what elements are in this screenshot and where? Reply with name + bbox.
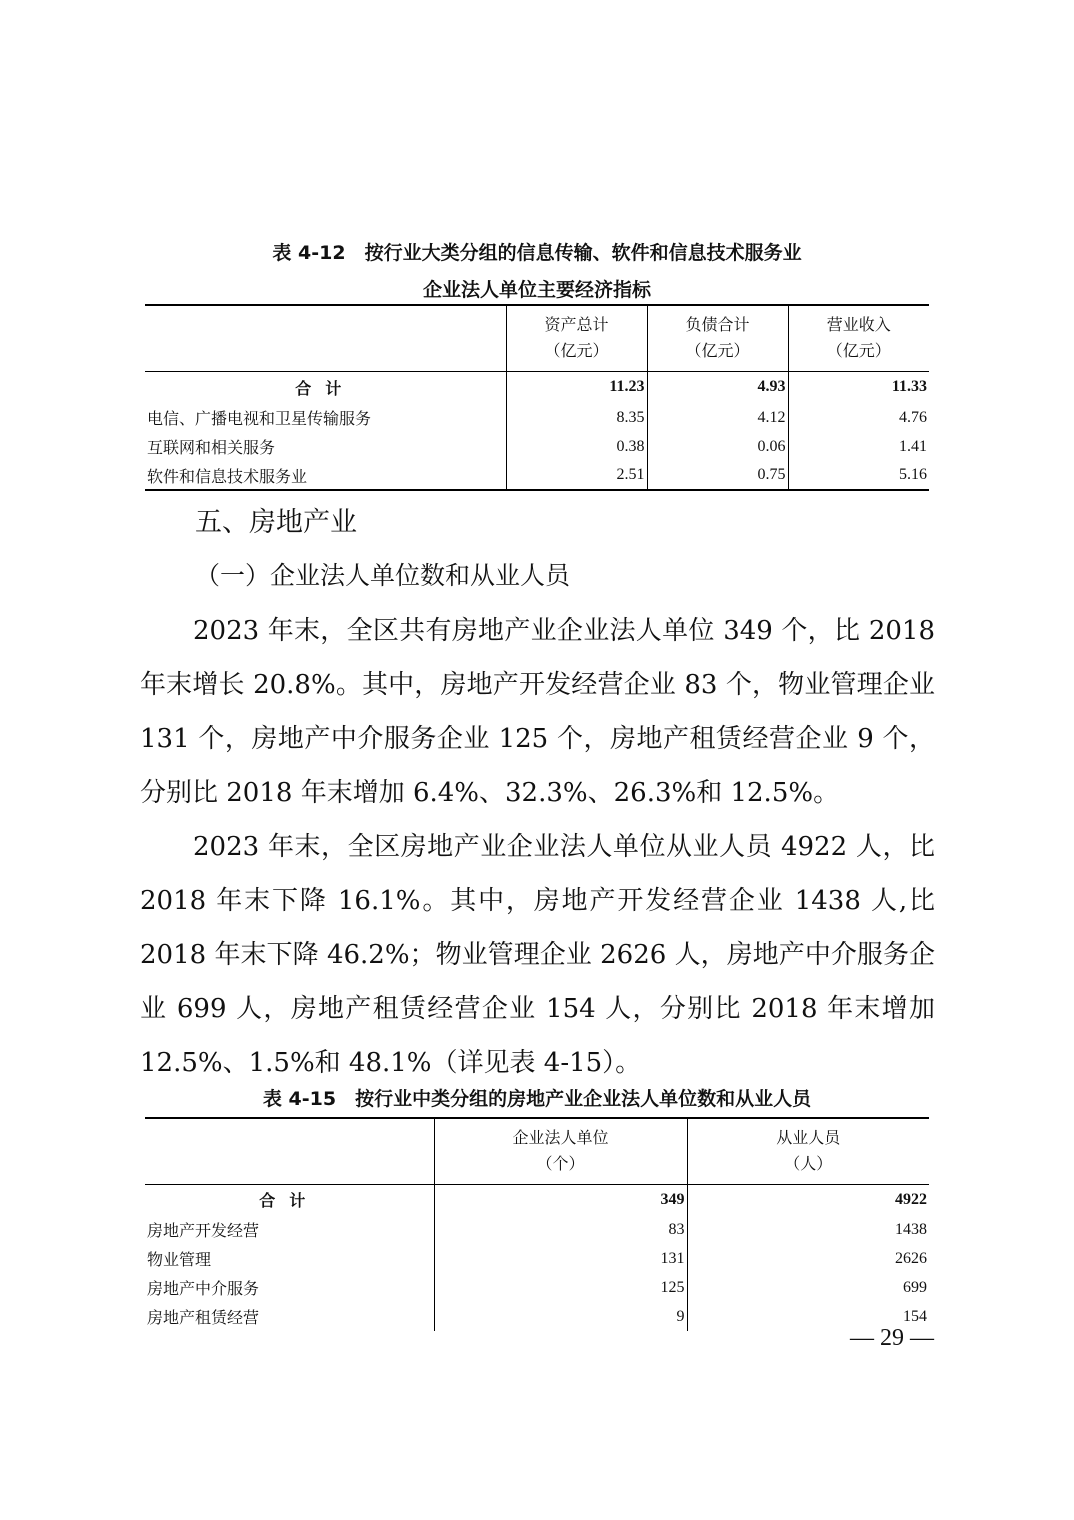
table-row [145, 461, 929, 490]
cell-value: 1438 [895, 1220, 927, 1238]
row-label: 软件和信息技术服务业 [145, 461, 506, 490]
cell-value: 4.76 [899, 408, 927, 426]
cell-value: 2626 [895, 1249, 927, 1267]
header-name: 资产总计 [544, 315, 609, 335]
row-label: 物业管理 [145, 1244, 434, 1273]
cell-value: 9 [434, 1302, 687, 1331]
table2-header-employees [687, 1118, 929, 1184]
table1-header-row [145, 305, 929, 371]
cell-value: 2.51 [506, 461, 647, 490]
table1-title-line2: 企业法人单位主要经济指标 [422, 279, 651, 301]
header-unit: （亿元） [685, 341, 750, 361]
header-name: 负债合计 [685, 315, 750, 335]
paragraph-1: 2023 年末，全区共有房地产业企业法人单位 349 个，比 2018 年末增长 20.8%。其中，房地产开发经营企业 83 个，物业管理企业 131 个，房地产中介服务企业 125 个，房地产租赁经营企业 9 个，分别比 2018 年末增加 6.4%、32.3%、26.3%和 12.5%。 [140, 616, 935, 808]
table-row [145, 1244, 929, 1273]
row-label: 互联网和相关服务 [145, 432, 506, 461]
row-label: 电信、广播电视和卫星传输服务 [145, 403, 506, 432]
table2-header-units [434, 1118, 687, 1184]
row-label: 房地产中介服务 [145, 1273, 434, 1302]
cell-value: 699 [903, 1278, 927, 1296]
table2-title: 表 4-15 按行业中类分组的房地产业企业法人单位数和从业人员 [262, 1088, 812, 1110]
cell-value: 0.75 [647, 461, 788, 490]
table1-header-liabilities [647, 305, 788, 371]
table-row [145, 1273, 929, 1302]
cell-value: 125 [434, 1273, 687, 1302]
cell-value: 131 [434, 1244, 687, 1273]
row-label: 合计 [145, 1184, 434, 1215]
table1-total-row [145, 371, 929, 403]
cell-value: 4.12 [647, 403, 788, 432]
cell-value: 83 [434, 1215, 687, 1244]
table1-header-blank [145, 305, 506, 371]
cell-value: 11.23 [506, 371, 647, 403]
table1 [145, 304, 929, 491]
cell-value: 4922 [895, 1190, 927, 1208]
paragraph-2: 2023 年末，全区房地产业企业法人单位从业人员 4922 人，比 2018 年末下降 16.1%。其中，房地产开发经营企业 1438 人,比 2018 年末下降 46.2%；物业管理企业 2626 人，房地产中介服务企业 699 人，房地产租赁经营企业 154 人，分别比 2018 年末增加 12.5%、1.5%和 48.1%（详见表 4-15）。 [140, 832, 935, 1078]
cell-value: 154 [903, 1307, 927, 1325]
cell-value: 0.38 [506, 432, 647, 461]
header-unit: （亿元） [826, 341, 891, 361]
cell-value: 4.93 [647, 371, 788, 403]
cell-value: 11.33 [891, 378, 927, 396]
table1-title-line1: 表 4-12 按行业大类分组的信息传输、软件和信息技术服务业 [272, 242, 802, 264]
table-row [145, 1215, 929, 1244]
page-number-text: — 29 — [850, 1325, 934, 1351]
table-row [145, 432, 929, 461]
cell-value: 8.35 [506, 403, 647, 432]
table-row [145, 403, 929, 432]
table2-header-blank [145, 1118, 434, 1184]
table2-header-row [145, 1118, 929, 1184]
cell-value: 349 [434, 1184, 687, 1215]
header-unit: （人） [784, 1154, 833, 1174]
cell-value: 1.41 [899, 437, 927, 455]
cell-value: 5.16 [899, 466, 927, 483]
row-label: 房地产开发经营 [145, 1215, 434, 1244]
cell-value: 0.06 [647, 432, 788, 461]
header-name: 企业法人单位 [512, 1128, 609, 1148]
row-label: 合计 [145, 371, 506, 403]
table2 [145, 1117, 929, 1331]
page-number [0, 1325, 1074, 1352]
header-name: 营业收入 [826, 315, 891, 335]
section-heading: 五、房地产业 [195, 507, 357, 538]
row-label: 房地产租赁经营 [145, 1302, 434, 1331]
header-unit: （亿元） [544, 341, 609, 361]
table1-header-assets [506, 305, 647, 371]
header-unit: （个） [536, 1154, 585, 1174]
header-name: 从业人员 [776, 1128, 841, 1148]
subsection-heading: （一）企业法人单位数和从业人员 [195, 561, 571, 590]
table2-total-row [145, 1184, 929, 1215]
table1-header-revenue [788, 305, 929, 371]
